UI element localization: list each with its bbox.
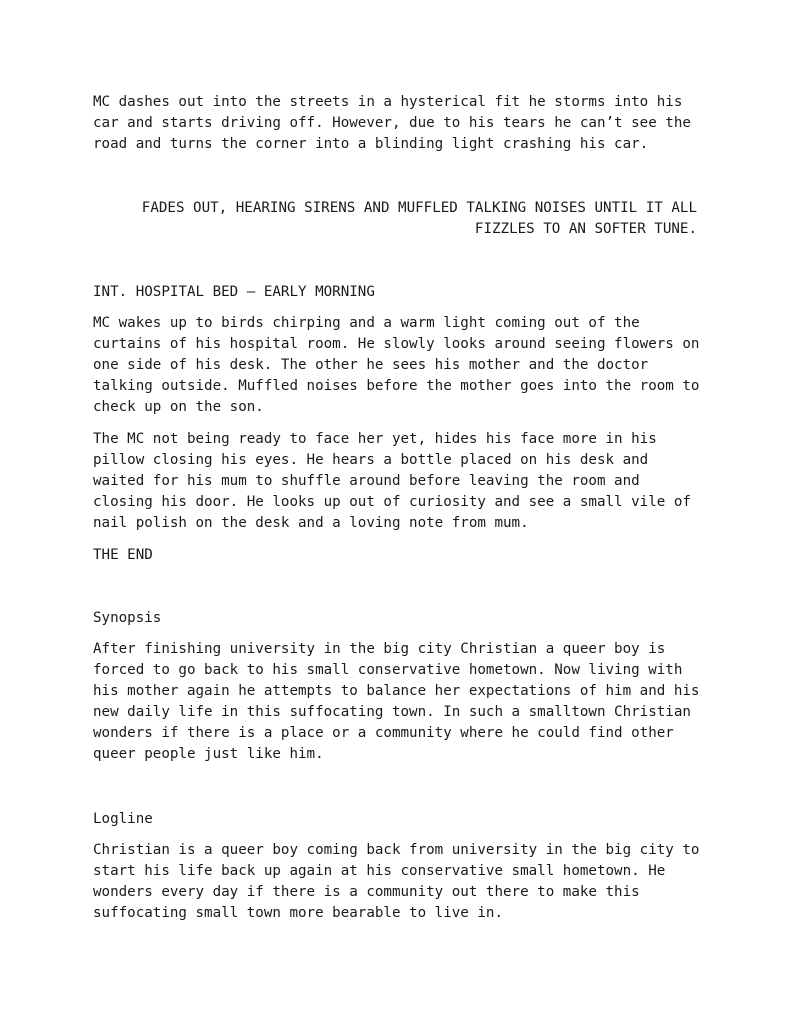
logline-heading: Logline xyxy=(93,811,153,827)
transition-line-2: FIZZLES TO AN SOFTER TUNE. xyxy=(474,221,697,237)
scene-heading: INT. HOSPITAL BED – EARLY MORNING xyxy=(93,284,375,300)
synopsis-body: After finishing university in the big city Christian a queer boy is forced to go back to his small conservative hometown. Now living with his mother again he attempts to balance her expectations of him and his new daily life in this suffocating town. In such a smalltown Christian wonders if there is a place or a community where he could find other queer people just like him. xyxy=(93,641,700,762)
the-end: THE END xyxy=(93,547,153,563)
scene-action-hospital: MC wakes up to birds chirping and a warm light coming out of the curtains of his hospital room. He slowly looks around seeing flowers on one side of his desk. The other he sees his mother and the doctor talking outside. Muffled noises before the mother goes into the room to check up on the son. xyxy=(93,315,700,415)
transition-line-1: FADES OUT, HEARING SIRENS AND MUFFLED TALKING NOISES UNTIL IT ALL xyxy=(141,200,697,216)
scene-action-crash: MC dashes out into the streets in a hysterical fit he storms into his car and starts driving off. However, due to his tears he can’t see the road and turns the corner into a blinding light crashing his car. xyxy=(93,94,691,152)
logline-body: Christian is a queer boy coming back from university in the big city to start his life back up again at his conservative small hometown. He wonders every day if there is a community out there to make this suffocating small town more bearable to live in. xyxy=(93,842,700,921)
synopsis-heading: Synopsis xyxy=(93,610,162,626)
scene-action-nail-polish: The MC not being ready to face her yet, hides his face more in his pillow closing his eyes. He hears a bottle placed on his desk and waited for his mum to shuffle around before leaving the room and closing his door. He looks up out of curiosity and see a small vile of nail polish on the desk and a loving note from mum. xyxy=(93,431,691,531)
